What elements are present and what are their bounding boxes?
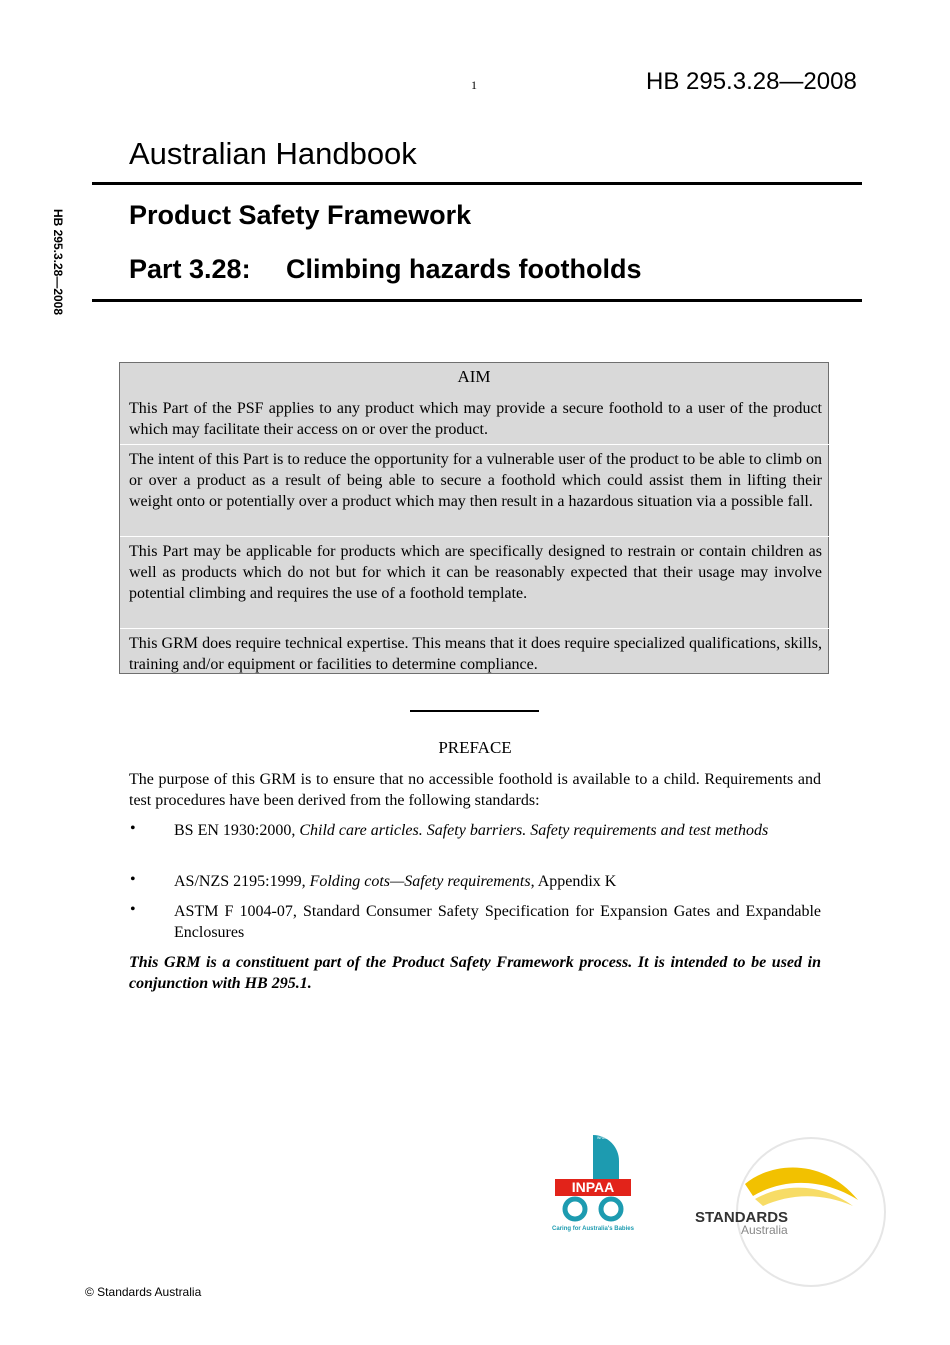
aim-paragraph bbox=[129, 449, 822, 512]
section-divider bbox=[410, 710, 539, 712]
inpaa-ring-text: INFANT & NURSERY PRODUCTS ASSOCIATION OF AUSTRALIA bbox=[597, 1136, 693, 1140]
inpaa-hood bbox=[593, 1135, 619, 1179]
aim-cell-divider bbox=[120, 536, 831, 537]
preface-heading: PREFACE bbox=[438, 738, 512, 757]
aim-paragraph bbox=[129, 398, 822, 440]
aim-paragraph-text: This GRM does require technical expertise. This means that it does require specialized qualifications, skills, training and/or equipment or facilities to determine compliance. bbox=[129, 635, 822, 673]
inpaa-tagline: Caring for Australia's Babies bbox=[552, 1226, 634, 1232]
aim-paragraph-text: The intent of this Part is to reduce the opportunity for a vulnerable user of the product to be able to climb on or over a product as a result of being able to secure a foothold which could assist them in lifting their weight onto or potentially over a product which may then result in a hazardous situation via a possible fall. bbox=[129, 451, 822, 510]
aim-cell-divider bbox=[120, 444, 831, 445]
logo-swoosh-light bbox=[755, 1188, 853, 1206]
standard-code: BS EN 1930:2000, bbox=[174, 822, 300, 839]
side-document-id-text: HB 295.3.28—2008 bbox=[51, 208, 65, 316]
bullet-icon: • bbox=[130, 871, 136, 888]
aim-cell-divider bbox=[120, 628, 831, 629]
preface-intro: The purpose of this GRM is to ensure that no accessible foothold is available to a child. Requirements and test procedures have been derived from the following standards: bbox=[129, 771, 821, 809]
aim-paragraph-text: This Part of the PSF applies to any product which may provide a secure foothold to a user of the product which may facilitate their access on or over the product. bbox=[129, 400, 822, 438]
bullet-icon: • bbox=[130, 820, 136, 837]
series-title: Product Safety Framework bbox=[129, 200, 472, 230]
copyright-footer: © Standards Australia bbox=[85, 1285, 202, 1299]
aim-box bbox=[119, 362, 829, 674]
handbook-label: Australian Handbook bbox=[129, 136, 417, 171]
aim-paragraph-text: This Part may be applicable for products which are specifically designed to restrain or contain children as well as products which do not but for which it can be reasonably expected that their usage may involve potential climbing and requires the use of a foothold template. bbox=[129, 543, 822, 602]
part-title: Climbing hazards footholds bbox=[286, 254, 642, 284]
standard-title: Folding cots—Safety requirements bbox=[309, 873, 531, 890]
title-rule-bottom bbox=[92, 299, 862, 302]
standard-title: Child care articles. Safety barriers. Safety requirements and test methods bbox=[299, 822, 769, 839]
standard-item bbox=[174, 820, 821, 841]
bullet-icon: • bbox=[130, 901, 136, 918]
page-number: 1 bbox=[471, 78, 477, 92]
part-number: Part 3.28: bbox=[129, 254, 251, 284]
standard-code: AS/NZS 2195:1999, bbox=[174, 873, 310, 890]
closing-statement: This GRM is a constituent part of the Product Safety Framework process. It is intended to be used in conjunction with HB 295.1. bbox=[129, 954, 821, 992]
standard-code: ASTM F 1004-07, Standard Consumer Safety Specification for Expansion Gates and Expandable Enclosures bbox=[174, 903, 821, 941]
inpaa-wheel-right bbox=[601, 1199, 621, 1219]
standard-item bbox=[174, 871, 821, 892]
inpaa-name: INPAA bbox=[571, 1179, 615, 1195]
standards-australia-logo bbox=[693, 1122, 863, 1297]
logo-australia-text: Australia bbox=[741, 1223, 788, 1237]
standard-item bbox=[174, 901, 821, 943]
inpaa-wheel-left bbox=[565, 1199, 585, 1219]
aim-paragraph bbox=[129, 541, 822, 604]
aim-paragraph bbox=[129, 633, 822, 675]
aim-heading: AIM bbox=[457, 367, 491, 386]
logo-standards-text: STANDARDS bbox=[695, 1209, 789, 1226]
document-id: HB 295.3.28—2008 bbox=[646, 68, 857, 95]
inpaa-logo bbox=[552, 1133, 693, 1233]
title-rule-top bbox=[92, 182, 862, 185]
standard-suffix: , Appendix K bbox=[530, 873, 617, 890]
